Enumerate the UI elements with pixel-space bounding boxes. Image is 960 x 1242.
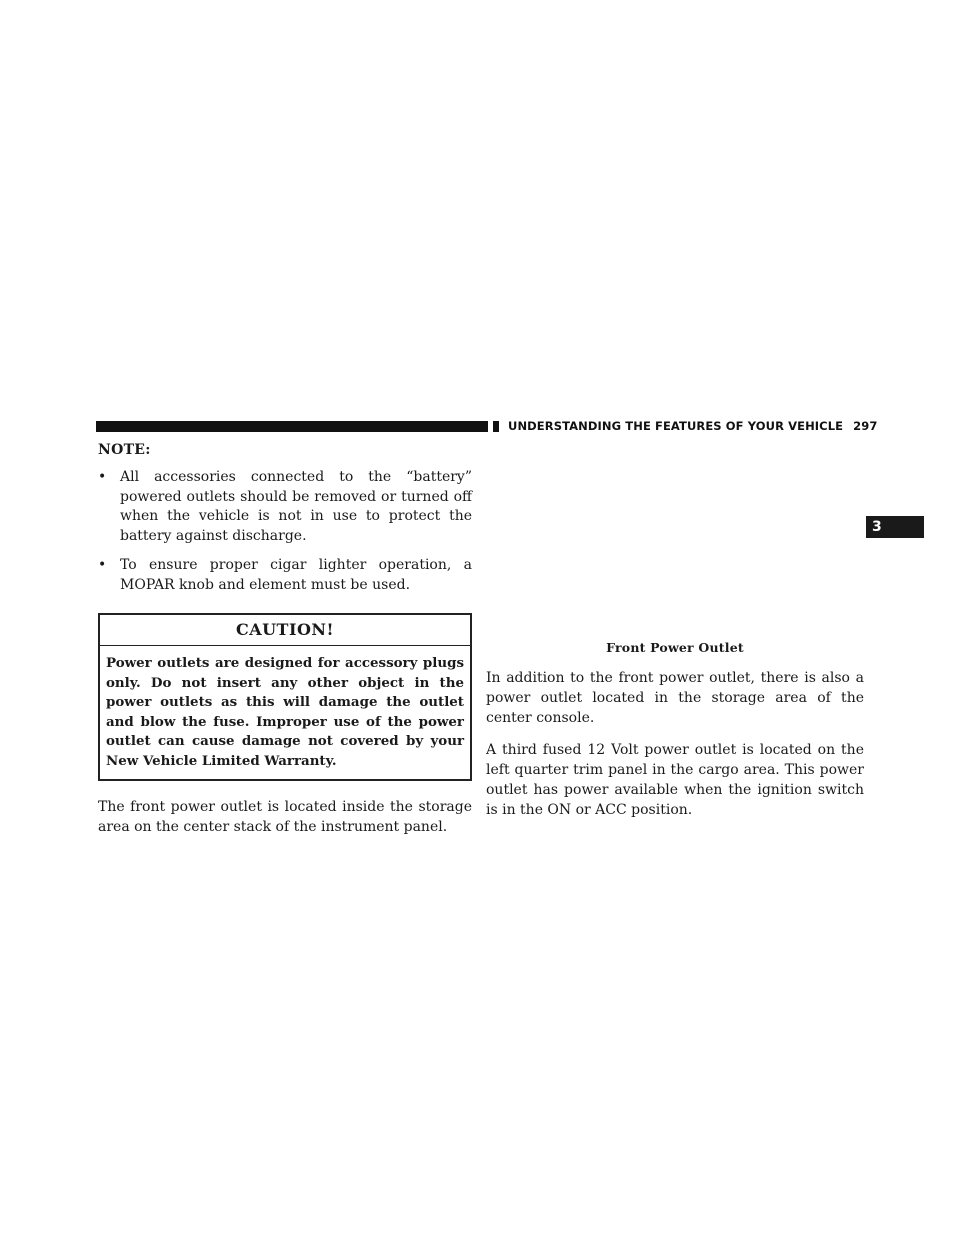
bullet-icon: • bbox=[98, 469, 107, 485]
header-rule bbox=[96, 421, 488, 432]
caution-box bbox=[98, 613, 472, 781]
note-bullet-text: To ensure proper cigar lighter operation, a MOPAR knob and element must be used. bbox=[120, 557, 472, 593]
header-rule-end bbox=[493, 421, 499, 432]
note-title: NOTE: bbox=[98, 442, 151, 458]
note-bullet bbox=[98, 556, 472, 595]
page-number: 297 bbox=[853, 419, 878, 433]
body-paragraph: In addition to the front power outlet, there is also a power outlet located in the storage area of the center console. bbox=[486, 670, 864, 726]
note-bullet bbox=[98, 468, 472, 546]
right-column bbox=[486, 668, 864, 832]
section-title: UNDERSTANDING THE FEATURES OF YOUR VEHICLE bbox=[508, 419, 844, 433]
note-bullet-text: All accessories connected to the “battery” powered outlets should be removed or turned off when the vehicle is not in use to protect the battery against discharge. bbox=[120, 469, 472, 544]
front-power-outlet-figure bbox=[486, 442, 864, 632]
left-column bbox=[98, 442, 472, 849]
body-paragraph: The front power outlet is located inside the storage area on the center stack of the instrument panel. bbox=[98, 799, 472, 835]
chapter-tab: 3 bbox=[866, 516, 924, 538]
figure-caption: Front Power Outlet bbox=[606, 640, 744, 655]
bullet-icon: • bbox=[98, 557, 107, 573]
body-paragraph: A third fused 12 Volt power outlet is located on the left quarter trim panel in the cargo area. This power outlet has power available when the ignition switch is in the ON or ACC position. bbox=[486, 742, 864, 818]
caution-body: Power outlets are designed for accessory plugs only. Do not insert any other object in the power outlets as this will damage the outlet and blow the fuse. Improper use of the power outlet can cause damage not covered by your New Vehicle Limited Warranty. bbox=[106, 655, 464, 769]
running-header bbox=[508, 419, 878, 433]
caution-title: CAUTION! bbox=[100, 615, 470, 646]
